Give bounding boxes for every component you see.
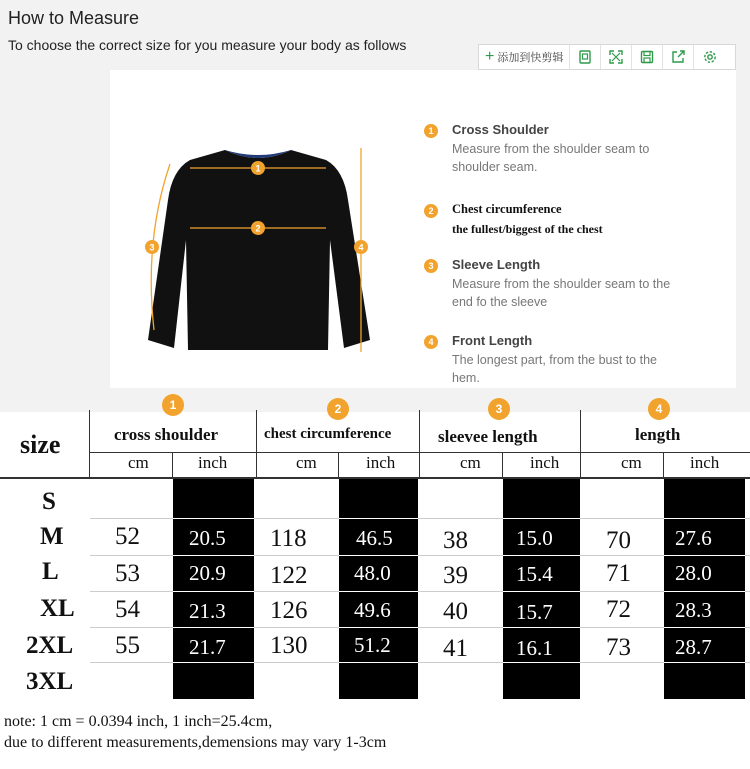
grid-line: [503, 662, 580, 663]
settings-icon[interactable]: [694, 45, 725, 69]
unit-cm: cm: [296, 453, 317, 472]
grid-line: [503, 518, 580, 519]
grid-line: [503, 591, 580, 592]
cell-l-length-inch: 28.0: [675, 561, 712, 585]
column-badge: 4: [648, 398, 670, 420]
step-description: the fullest/biggest of the chest: [452, 222, 603, 236]
cell-xl-shoulder-inch: 21.3: [189, 599, 226, 623]
cell-l-length-cm: 71: [606, 560, 631, 587]
inch-column-block: [339, 479, 418, 699]
grid-line: [664, 555, 745, 556]
add-to-clip-button[interactable]: [479, 45, 570, 69]
grid-line: [663, 452, 664, 478]
cell-2xl-shoulder-cm: 55: [115, 632, 140, 659]
step-badge: 4: [424, 335, 438, 349]
cell-m-shoulder-cm: 52: [115, 523, 140, 550]
cell-m-sleeve-inch: 15.0: [516, 526, 553, 550]
column-title-length: length: [635, 425, 681, 444]
step-description: Measure from the shoulder seam to the end fo the sleeve: [452, 277, 671, 309]
cell-2xl-chest-inch: 51.2: [354, 633, 391, 657]
cell-xl-length-inch: 28.3: [675, 598, 712, 622]
size-label-2xl: 2XL: [26, 632, 74, 659]
sweater-diagram: [130, 130, 390, 370]
step-badge: 1: [424, 124, 438, 138]
grid-line: [664, 627, 745, 628]
cell-m-chest-cm: 118: [270, 525, 307, 552]
column-title-cross-shoulder: cross shoulder: [114, 425, 219, 444]
cell-xl-chest-inch: 49.6: [354, 598, 391, 622]
plus-icon: +: [485, 48, 495, 65]
step-title: Sleeve Length: [452, 257, 541, 272]
cell-xl-chest-cm: 126: [270, 597, 308, 624]
step-title: Cross Shoulder: [452, 122, 549, 137]
cell-l-shoulder-cm: 53: [115, 560, 140, 587]
grid-line: [580, 410, 581, 478]
cell-xl-sleeve-inch: 15.7: [516, 600, 553, 624]
grid-line: [503, 627, 580, 628]
inch-column-block: [173, 479, 254, 699]
cell-m-chest-inch: 46.5: [356, 526, 393, 550]
measurement-guide-card: [110, 70, 736, 388]
grid-line: [339, 662, 418, 663]
cell-l-shoulder-inch: 20.9: [189, 561, 226, 585]
cell-m-sleeve-cm: 38: [443, 527, 468, 554]
grid-line: [339, 555, 418, 556]
cell-2xl-sleeve-inch: 16.1: [516, 636, 553, 660]
step-badge: 2: [424, 204, 438, 218]
grid-line: [172, 452, 173, 478]
grid-line: [173, 518, 254, 519]
size-label-3xl: 3XL: [26, 668, 74, 695]
cell-2xl-shoulder-inch: 21.7: [189, 635, 226, 659]
grid-line: [338, 452, 339, 478]
step-title: Chest circumference: [452, 202, 562, 216]
column-title-sleeve: sleevee length: [438, 427, 538, 446]
copy-icon[interactable]: [570, 45, 601, 69]
unit-inch: inch: [198, 453, 228, 472]
cell-m-length-inch: 27.6: [675, 526, 712, 550]
grid-line: [173, 591, 254, 592]
grid-line: [664, 662, 745, 663]
step-badge: 3: [424, 259, 438, 273]
unit-inch: inch: [366, 453, 396, 472]
grid-line: [173, 662, 254, 663]
svg-text:4: 4: [358, 242, 364, 253]
grid-line: [173, 627, 254, 628]
column-badge: 3: [488, 398, 510, 420]
cell-m-length-cm: 70: [606, 527, 631, 554]
sweater-shape: [148, 150, 370, 350]
grid-line: [339, 591, 418, 592]
column-badge: 2: [327, 398, 349, 420]
grid-line: [503, 555, 580, 556]
cell-xl-shoulder-cm: 54: [115, 596, 140, 623]
column-title-chest: chest circumference: [264, 426, 392, 442]
grid-line: [419, 410, 420, 478]
cell-2xl-sleeve-cm: 41: [443, 635, 468, 662]
step-description: Measure from the shoulder seam to shoulder seam.: [452, 142, 650, 174]
cell-2xl-length-inch: 28.7: [675, 635, 712, 659]
cell-2xl-length-cm: 73: [606, 634, 631, 661]
step-title: Front Length: [452, 333, 533, 348]
column-badge: 1: [162, 394, 184, 416]
cell-xl-length-cm: 72: [606, 596, 631, 623]
grid-line: [664, 518, 745, 519]
clip-toolbar: [478, 44, 736, 70]
grid-line: [89, 410, 90, 478]
share-icon[interactable]: [663, 45, 694, 69]
grid-line: [89, 452, 750, 453]
cell-l-sleeve-inch: 15.4: [516, 562, 553, 586]
page-title: How to Measure: [8, 8, 140, 28]
save-icon[interactable]: [632, 45, 663, 69]
grid-line: [664, 591, 745, 592]
grid-line: [502, 452, 503, 478]
size-chart-table: [0, 390, 750, 700]
size-note: [4, 711, 386, 753]
size-column-header: size: [20, 430, 61, 459]
expand-icon[interactable]: [601, 45, 632, 69]
svg-text:1: 1: [255, 163, 261, 174]
step-description: The longest part, from the bust to the hem.: [452, 353, 657, 385]
grid-line: [339, 518, 418, 519]
unit-cm: cm: [460, 453, 481, 472]
inch-column-block: [503, 479, 580, 699]
cell-2xl-chest-cm: 130: [270, 632, 308, 659]
inch-column-block: [664, 479, 745, 699]
cell-l-sleeve-cm: 39: [443, 562, 468, 589]
size-label-l: L: [42, 558, 59, 585]
unit-inch: inch: [690, 453, 720, 472]
cell-l-chest-cm: 122: [270, 562, 308, 589]
note-conversion: note: 1 cm = 0.0394 inch, 1 inch=25.4cm,: [4, 713, 273, 730]
note-variance: due to different measurements,demensions may vary 1-3cm: [4, 734, 387, 751]
page-subtitle: To choose the correct size for you measure your body as follows: [8, 37, 407, 53]
cell-xl-sleeve-cm: 40: [443, 598, 468, 625]
unit-inch: inch: [530, 453, 560, 472]
size-label-xl: XL: [40, 595, 75, 622]
grid-line: [256, 410, 257, 478]
grid-line: [173, 555, 254, 556]
unit-cm: cm: [128, 453, 149, 472]
size-label-m: M: [40, 523, 64, 550]
cell-m-shoulder-inch: 20.5: [189, 526, 226, 550]
add-to-clip-label: 添加到快剪辑: [497, 52, 564, 64]
cell-l-chest-inch: 48.0: [354, 561, 391, 585]
grid-line: [339, 627, 418, 628]
svg-text:2: 2: [255, 223, 261, 234]
size-label-s: S: [42, 488, 56, 515]
unit-cm: cm: [621, 453, 642, 472]
svg-text:3: 3: [149, 242, 155, 253]
